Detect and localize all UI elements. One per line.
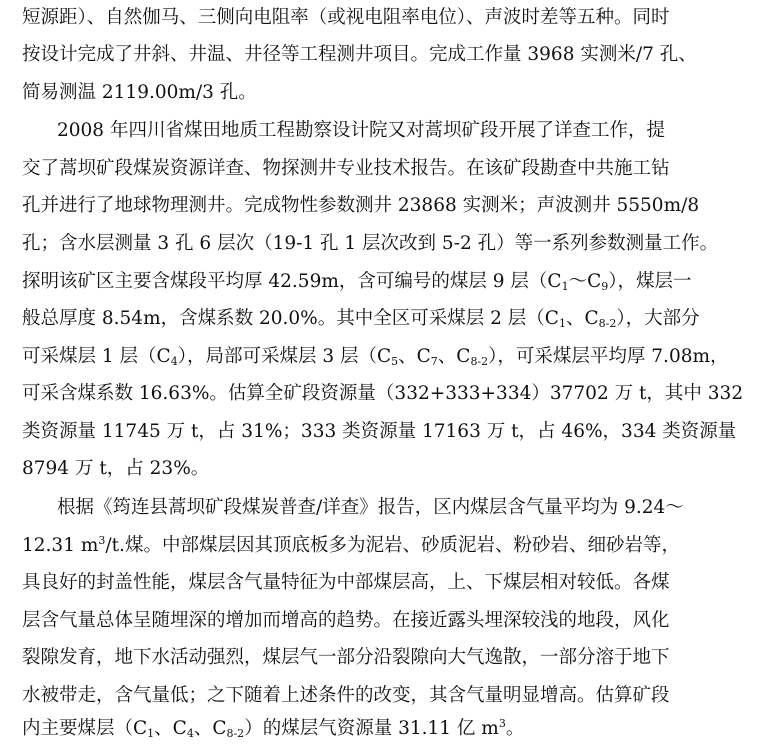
text-line: 层含气量总体呈随埋深的增加而增高的趋势。在接近露头埋深较浅的地段，风化 bbox=[22, 610, 670, 631]
text-line: 孔并进行了地球物理测井。完成物性参数测井 23868 实测米；声波测井 5550m/8 bbox=[22, 195, 700, 216]
paragraph-first-line: 根据《筠连县蒿坝矿段煤炭普查/详查》报告，区内煤层含气量平均为 9.24～ bbox=[57, 497, 684, 518]
text-line: 简易测温 2119.00m/3 孔。 bbox=[22, 82, 257, 103]
text-line: 般总厚度 8.54m，含煤系数 20.0%。其中全区可采煤层 2 层（$C_1$、$C_{8-2}$），大部分 bbox=[22, 308, 700, 330]
text-line: 短源距）、自然伽马、三侧向电阻率（或视电阻率电位）、声波时差等五种。同时 bbox=[22, 7, 670, 28]
text-line: 探明该矿区主要含煤段平均厚 42.59m，含可编号的煤层 9 层$(C_1\sim C_9)$，煤层一 bbox=[22, 271, 692, 293]
text-line: 水被带走，含气量低；之下随着上述条件的改变，其含气量明显增高。估算矿段 bbox=[22, 685, 670, 706]
text-line: 内主要煤层（$C_1$、$C_4$、$C_{8-2}$）的煤层气资源量 31.11 亿 $m^3$。 bbox=[22, 717, 525, 740]
text-line: 12.31 $m^3/t$.煤。中部煤层因其顶底板多为泥岩、砂质泥岩、粉砂岩、细砂岩等， bbox=[22, 534, 680, 556]
text-line: 裂隙发育，地下水活动强烈，煤层气一部分沿裂隙向大气逸散，一部分溶于地下 bbox=[22, 647, 670, 668]
text-line: 孔；含水层测量 3 孔 6 层次（19-1 孔 1 层次改到 5-2 孔）等一系列参数测量工作。 bbox=[22, 233, 719, 254]
text-line: 可采煤层 1 层$(C_4)$，局部可采煤层 3 层（$C_5$、$C_7$、$C_{8-2}$），可采煤层平均厚 7.08m， bbox=[22, 346, 729, 368]
paragraph-first-line: 2008 年四川省煤田地质工程勘察设计院又对蒿坝矿段开展了详查工作，提 bbox=[57, 120, 665, 141]
text-line: 交了蒿坝矿段煤炭资源详查、物探测井专业技术报告。在该矿段勘查中共施工钻 bbox=[22, 158, 670, 179]
text-line: 具良好的封盖性能，煤层含气量特征为中部煤层高，上、下煤层相对较低。各煤 bbox=[22, 572, 670, 593]
text-line: 可采含煤系数 16.63%。估算全矿段资源量（332+333+334）37702 万 t，其中 332 bbox=[22, 383, 744, 404]
text-line: 按设计完成了井斜、井温、井径等工程测井项目。完成工作量 3968 实测米/7 孔、 bbox=[22, 44, 697, 65]
text-line: 类资源量 11745 万 t，占 31%；333 类资源量 17163 万 t，占 46%，334 类资源量 bbox=[22, 421, 737, 442]
text-line: 8794 万 t，占 23%。 bbox=[22, 458, 210, 479]
